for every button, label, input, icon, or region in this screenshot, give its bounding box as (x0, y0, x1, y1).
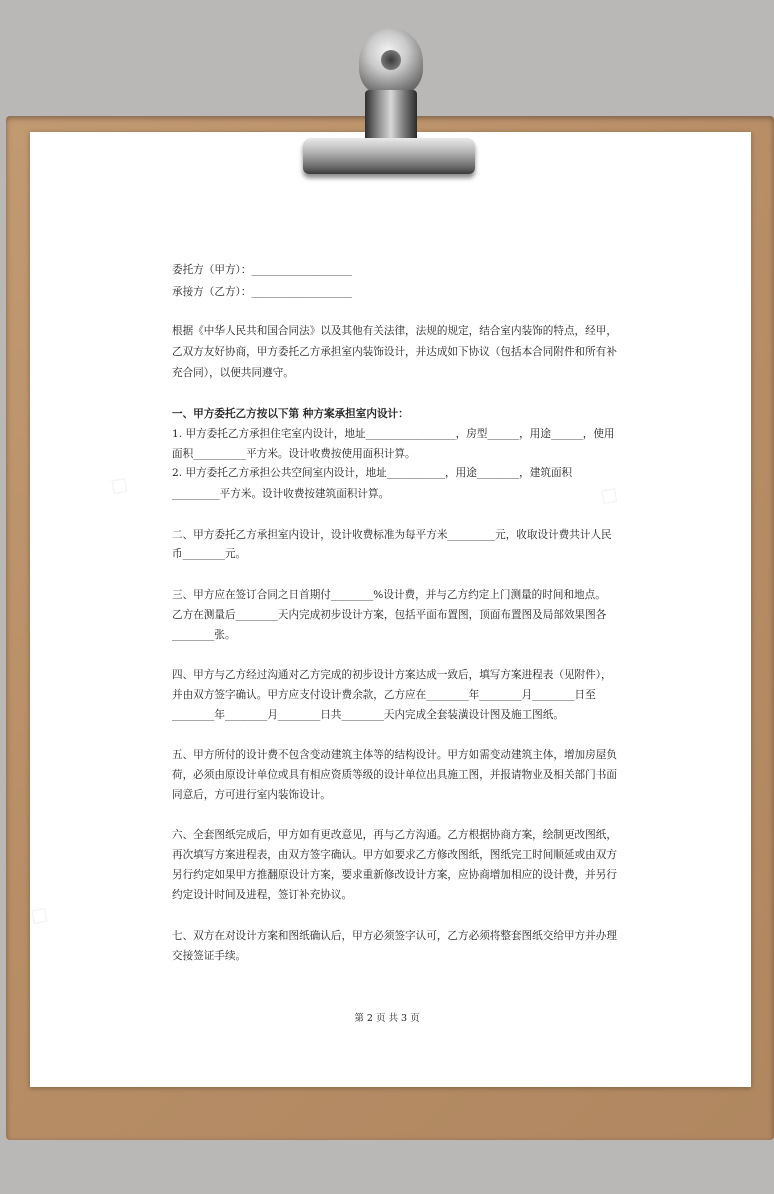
clause-line: 荷，必须由原设计单位或具有相应资质等级的设计单位出具施工图，并报请物业及相关部门书面 (172, 769, 617, 781)
binder-clip-icon (303, 28, 475, 176)
preamble-line: 根据《中华人民共和国合同法》以及其他有关法律，法规的规定，结合室内装饰的特点，经甲， (172, 325, 617, 337)
clause-line: _________平方米。设计收费按建筑面积计算。 (172, 488, 390, 500)
clause-line: 二、甲方委托乙方承担室内设计，设计收费标准为每平方米_________元，收取设计费共计人民 (172, 529, 612, 541)
clause-line: 再次填写方案进程表，由双方签字确认。甲方如要求乙方修改图纸，图纸完工时间顺延或由双方 (172, 849, 617, 861)
clause-line: 交接签证手续。 (172, 950, 247, 962)
clause-line: ________张。 (172, 629, 236, 641)
clause-line: 三、甲方应在签订合同之日首期付________%设计费，并与乙方约定上门测量的时间和地点。 (172, 589, 606, 601)
section-heading: 一、甲方委托乙方按以下第 种方案承担室内设计： (172, 408, 409, 420)
clause-line: 五、甲方所付的设计费不包含变动建筑主体等的结构设计。甲方如需变动建筑主体，增加房屋负 (172, 749, 617, 761)
party-a-line: 委托方（甲方）：___________________ (172, 264, 353, 276)
page-footer: 第 2 页 共 3 页 (354, 1013, 420, 1024)
clause-line: 币________元。 (172, 548, 247, 560)
clause-line: 乙方在测量后________天内完成初步设计方案，包括平面布置图，顶面布置图及局部效果图各 (172, 609, 607, 621)
clause-line: 四、甲方与乙方经过沟通对乙方完成的初步设计方案达成一致后，填写方案进程表（见附件）， (172, 669, 612, 681)
clause-line: 同意后，方可进行室内装饰设计。 (172, 789, 331, 801)
clause-line: 约定设计时间及进程，签订补充协议。 (172, 889, 353, 901)
clause-line: 另行约定如果甲方推翻原设计方案，要求重新修改设计方案，应协商增加相应的设计费，并另行 (172, 869, 617, 881)
clause-line: ________年________月________日共________天内完成全套装潢设计图及施工图纸。 (172, 709, 564, 721)
clause-line: 面积__________平方米。设计收费按使用面积计算。 (172, 448, 416, 460)
preamble-line: 乙双方友好协商，甲方委托乙方承担室内装饰设计，并达成如下协议（包括本合同附件和所有补 (172, 346, 617, 358)
clause-line: 2. 甲方委托乙方承担公共空间室内设计，地址___________，用途________，建筑面积 (172, 467, 573, 479)
clause-line: 七、双方在对设计方案和图纸确认后，甲方必须签字认可，乙方必须将整套图纸交给甲方并办理 (172, 930, 617, 942)
preamble-line: 充合同），以便共同遵守。 (172, 367, 294, 379)
party-b-line: 承接方（乙方）：___________________ (172, 286, 353, 298)
clause-line: 六、全套图纸完成后，甲方如有更改意见，再与乙方沟通。乙方根据协商方案，绘制更改图纸， (172, 829, 617, 841)
clause-line: 1. 甲方委托乙方承担住宅室内设计，地址_________________，房型______，用途______，使用 (172, 428, 615, 440)
clause-line: 并由双方签字确认。甲方应支付设计费余款，乙方应在________年________月________日至 (172, 689, 596, 701)
